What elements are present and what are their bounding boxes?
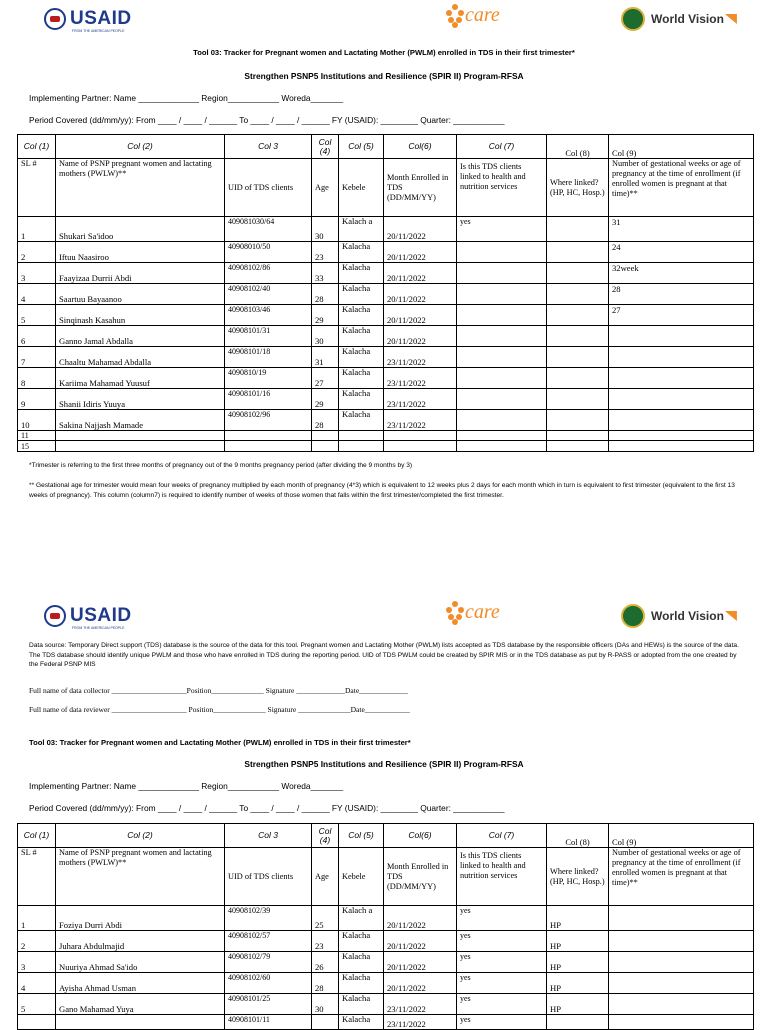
cell-name: Shanii Idiris Yuuya: [56, 389, 225, 410]
cell-date: 23/11/2022: [384, 1015, 457, 1030]
cell-kebele: Kalacha: [339, 389, 384, 410]
cell-where: [547, 389, 609, 410]
cell-date: 20/11/2022: [384, 326, 457, 347]
cell-where: HP: [547, 906, 609, 931]
cell-linked: [457, 284, 547, 305]
footnote-trimester: *Trimester is referring to the first three months of pregnancy out of the 9 months pregnancy period (after dividing the 9 months by 3): [29, 462, 413, 469]
table-row: [18, 389, 754, 410]
cell-kebele: Kalacha: [339, 1015, 384, 1030]
cell-kebele: Kalacha: [339, 242, 384, 263]
table-row: [18, 305, 754, 326]
cell-uid: 40908101/25: [225, 994, 312, 1015]
cell-age: 33: [312, 263, 339, 284]
program-title: Strengthen PSNP5 Institutions and Resilience (SPIR II) Program-RFSA: [244, 71, 524, 81]
cell-where: HP: [547, 994, 609, 1015]
cell-kebele: Kalacha: [339, 994, 384, 1015]
world-vision-flag-icon: [725, 14, 737, 24]
cell-uid: [225, 441, 312, 452]
usaid-logo: USAID FROM THE AMERICAN PEOPLE: [44, 605, 132, 627]
cell-sl: 3: [18, 263, 56, 284]
cell-where: [547, 431, 609, 441]
cell-age: 23: [312, 931, 339, 952]
cell-sl: 3: [18, 952, 56, 973]
cell-kebele: [339, 431, 384, 441]
logo-bar-bottom: [0, 597, 768, 637]
table-row: [18, 441, 754, 452]
table-row: [18, 242, 754, 263]
cell-kebele: Kalacha: [339, 347, 384, 368]
logo-bar-top: [0, 0, 768, 40]
cell-sl: 7: [18, 347, 56, 368]
cell-name: [56, 1015, 225, 1030]
cell-where: [547, 326, 609, 347]
cell-weeks: [609, 347, 754, 368]
cell-age: 29: [312, 305, 339, 326]
cell-sl: 8: [18, 368, 56, 389]
table-row: [18, 217, 754, 242]
cell-uid: 40908102/86: [225, 263, 312, 284]
cell-where: [547, 1015, 609, 1030]
cell-where: [547, 305, 609, 326]
cell-kebele: [339, 441, 384, 452]
cell-name: Nuuriya Ahmad Sa'ido: [56, 952, 225, 973]
cell-date: 20/11/2022: [384, 284, 457, 305]
cell-uid: 40908102/57: [225, 931, 312, 952]
cell-kebele: Kalacha: [339, 952, 384, 973]
data-collector-line: Full name of data collector ____________________Position______________ Signature _____________Date_____________: [29, 686, 408, 695]
cell-date: 23/11/2022: [384, 347, 457, 368]
table-row: [18, 952, 754, 973]
cell-age: 28: [312, 973, 339, 994]
cell-where: HP: [547, 952, 609, 973]
cell-where: HP: [547, 973, 609, 994]
cell-weeks: 32week: [609, 263, 754, 284]
tracker-table-1: [17, 134, 754, 452]
cell-date: [384, 431, 457, 441]
cell-sl: 4: [18, 973, 56, 994]
cell-date: 23/11/2022: [384, 368, 457, 389]
cell-date: 20/11/2022: [384, 931, 457, 952]
table-row: [18, 284, 754, 305]
cell-age: 30: [312, 326, 339, 347]
partner-line: Implementing Partner: Name _____________ Region___________ Woreda_______: [29, 781, 344, 791]
cell-linked: yes: [457, 1015, 547, 1030]
cell-kebele: Kalacha: [339, 305, 384, 326]
cell-linked: [457, 410, 547, 431]
cell-linked: yes: [457, 217, 547, 242]
cell-sl: 11: [18, 431, 56, 441]
table-row: [18, 410, 754, 431]
cell-age: 25: [312, 906, 339, 931]
cell-date: 20/11/2022: [384, 263, 457, 284]
cell-weeks: [609, 326, 754, 347]
cell-weeks: [609, 431, 754, 441]
cell-weeks: [609, 994, 754, 1015]
care-logo: care: [446, 599, 500, 625]
cell-age: [312, 431, 339, 441]
cell-age: 29: [312, 389, 339, 410]
tool-title: Tool 03: Tracker for Pregnant women and Lactating Mother (PWLM) enrolled in TDS in their first trimester*: [193, 48, 575, 57]
cell-date: 23/11/2022: [384, 994, 457, 1015]
cell-age: 27: [312, 368, 339, 389]
world-vision-flag-icon: [725, 611, 737, 621]
table-row: [18, 906, 754, 931]
cell-weeks: [609, 931, 754, 952]
header-row: SL # Name of PSNP pregnant women and lactating mothers (PWLW)** UID of TDS clients Age Kebele Month Enrolled in TDS (DD/MM/YY) Is this TDS clients linked to health and nutrition services Where linked? (HP, HC, Hosp.) Number of gestational weeks or age of pregnancy at the time of enrollment (if enrolled women is pregnant at that time)**: [18, 848, 754, 906]
cell-kebele: Kalacha: [339, 263, 384, 284]
cell-linked: [457, 305, 547, 326]
cell-weeks: [609, 441, 754, 452]
cell-name: Juhara Abdulmajid: [56, 931, 225, 952]
table-row: [18, 326, 754, 347]
cell-date: [384, 441, 457, 452]
cell-weeks: [609, 952, 754, 973]
cell-age: 28: [312, 410, 339, 431]
cell-sl: 15: [18, 441, 56, 452]
data-source-note: Data source: Temporary Direct support (TDS) database is the source of the data for this tool. Pregnant women and Lactating Mother (PWLM) lists accepted as TDS database by the responsible officers (DAs and HEWs) is the source of the data. The TDS database should identify unique PWLM and those who have enrolled in TDS during the reporting period. UID of TDS PWLM could be created by SPIR MIS or in the TDS database as put by R-PASS or adopted from the one created by the Federal PSNP MIS: [29, 642, 739, 669]
cell-uid: 409081030/64: [225, 217, 312, 242]
cell-where: [547, 284, 609, 305]
cell-linked: [457, 389, 547, 410]
cell-weeks: [609, 389, 754, 410]
column-label-row: Col (1) Col (2) Col 3 Col (4) Col (5) Col(6) Col (7) Col (8) Col (9): [18, 824, 754, 848]
cell-uid: 40908102/79: [225, 952, 312, 973]
cell-weeks: 31: [609, 217, 754, 242]
cell-date: 20/11/2022: [384, 217, 457, 242]
cell-weeks: [609, 368, 754, 389]
data-reviewer-line: Full name of data reviewer ____________________ Position______________ Signature ______________Date____________: [29, 705, 410, 714]
table-row: [18, 931, 754, 952]
world-vision-logo: World Vision: [621, 604, 737, 628]
cell-weeks: 28: [609, 284, 754, 305]
cell-weeks: [609, 973, 754, 994]
table-row: [18, 368, 754, 389]
cell-sl: 6: [18, 326, 56, 347]
cell-linked: yes: [457, 931, 547, 952]
tool-title: Tool 03: Tracker for Pregnant women and Lactating Mother (PWLM) enrolled in TDS in their first trimester*: [29, 738, 411, 747]
cell-linked: yes: [457, 952, 547, 973]
cell-where: [547, 368, 609, 389]
cell-name: Sakina Najjash Mamade: [56, 410, 225, 431]
world-vision-logo: World Vision: [621, 7, 737, 31]
cell-linked: [457, 263, 547, 284]
cell-linked: yes: [457, 906, 547, 931]
tracker-table-2: [17, 823, 754, 1030]
cell-age: 23: [312, 242, 339, 263]
cell-name: Iftuu Naasiroo: [56, 242, 225, 263]
cell-age: 30: [312, 994, 339, 1015]
cell-date: 20/11/2022: [384, 305, 457, 326]
cell-sl: 10: [18, 410, 56, 431]
cell-weeks: 27: [609, 305, 754, 326]
cell-linked: yes: [457, 994, 547, 1015]
cell-weeks: 24: [609, 242, 754, 263]
cell-age: [312, 1015, 339, 1030]
program-title: Strengthen PSNP5 Institutions and Resilience (SPIR II) Program-RFSA: [244, 759, 524, 769]
cell-name: Saartuu Bayaanoo: [56, 284, 225, 305]
cell-linked: [457, 347, 547, 368]
cell-kebele: Kalacha: [339, 931, 384, 952]
cell-uid: 40908101/31: [225, 326, 312, 347]
cell-sl: 5: [18, 305, 56, 326]
cell-weeks: [609, 1015, 754, 1030]
cell-where: HP: [547, 931, 609, 952]
cell-name: Shukari Sa'idoo: [56, 217, 225, 242]
cell-where: [547, 441, 609, 452]
cell-linked: [457, 431, 547, 441]
cell-sl: 4: [18, 284, 56, 305]
period-line: Period Covered (dd/mm/yy): From ____ / ____ / ______ To ____ / ____ / ______ FY (USAID): ________ Quarter: ___________: [29, 803, 505, 813]
cell-date: 23/11/2022: [384, 410, 457, 431]
period-line: Period Covered (dd/mm/yy): From ____ / ____ / ______ To ____ / ____ / ______ FY (USAID): ________ Quarter: ___________: [29, 115, 505, 125]
cell-sl: [18, 1015, 56, 1030]
cell-sl: 2: [18, 931, 56, 952]
cell-uid: 4090810/19: [225, 368, 312, 389]
cell-age: 26: [312, 952, 339, 973]
cell-linked: [457, 441, 547, 452]
cell-date: 23/11/2022: [384, 389, 457, 410]
cell-name: Ayisha Ahmad Usman: [56, 973, 225, 994]
cell-where: [547, 263, 609, 284]
table-row: [18, 1015, 754, 1030]
cell-weeks: [609, 410, 754, 431]
cell-kebele: Kalach a: [339, 906, 384, 931]
cell-where: [547, 242, 609, 263]
cell-name: Kariima Mahamad Yuusuf: [56, 368, 225, 389]
cell-age: [312, 441, 339, 452]
cell-name: [56, 441, 225, 452]
partner-line: Implementing Partner: Name _____________ Region___________ Woreda_______: [29, 93, 344, 103]
cell-sl: 1: [18, 906, 56, 931]
cell-age: 31: [312, 347, 339, 368]
cell-name: Sinqinash Kasahun: [56, 305, 225, 326]
cell-kebele: Kalacha: [339, 284, 384, 305]
cell-uid: 40908101/11: [225, 1015, 312, 1030]
care-burst-icon: [446, 2, 464, 28]
usaid-logo: USAID FROM THE AMERICAN PEOPLE: [44, 8, 132, 30]
cell-uid: 40908101/18: [225, 347, 312, 368]
cell-weeks: [609, 906, 754, 931]
cell-uid: 40908102/40: [225, 284, 312, 305]
cell-kebele: Kalacha: [339, 973, 384, 994]
cell-linked: [457, 326, 547, 347]
usaid-seal-icon: [44, 8, 66, 30]
table-row: [18, 994, 754, 1015]
table-row: [18, 347, 754, 368]
cell-sl: 1: [18, 217, 56, 242]
cell-where: [547, 217, 609, 242]
world-vision-globe-icon: [621, 7, 645, 31]
cell-name: Gano Mahamad Yuya: [56, 994, 225, 1015]
cell-uid: 40908010/50: [225, 242, 312, 263]
cell-where: [547, 347, 609, 368]
cell-linked: [457, 368, 547, 389]
cell-name: Chaaltu Mahamad Abdalla: [56, 347, 225, 368]
cell-uid: 40908102/60: [225, 973, 312, 994]
care-logo: care: [446, 2, 500, 28]
footnote-gestational-age: ** Gestational age for trimester would mean four weeks of pregnancy multiplied by each month of pregnancy (4*3) which is equivalent to 12 weeks plus 2 days for each month which in turn is equivalent to first trimester (equivalent to the first 13 weeks of pregnancy). This column (column7) is required to identify number of weeks of those women that falls within the first trimester/completed the first trimester.: [29, 482, 735, 499]
cell-date: 20/11/2022: [384, 952, 457, 973]
world-vision-globe-icon: [621, 604, 645, 628]
cell-linked: [457, 242, 547, 263]
cell-name: Faayizaa Durrii Abdi: [56, 263, 225, 284]
cell-kebele: Kalacha: [339, 368, 384, 389]
cell-name: Foziya Durri Abdi: [56, 906, 225, 931]
header-row: SL # Name of PSNP pregnant women and lactating mothers (PWLW)** UID of TDS clients Age Kebele Month Enrolled in TDS (DD/MM/YY) Is this TDS clients linked to health and nutrition services Where linked? (HP, HC, Hosp.) Number of gestational weeks or age of pregnancy at the time of enrollment (if enrolled women is pregnant at that time)**: [18, 159, 754, 217]
cell-date: 20/11/2022: [384, 906, 457, 931]
cell-sl: 9: [18, 389, 56, 410]
cell-name: [56, 431, 225, 441]
cell-date: 20/11/2022: [384, 973, 457, 994]
column-label-row: Col (1) Col (2) Col 3 Col (4) Col (5) Col(6) Col (7) Col (8) Col (9): [18, 135, 754, 159]
cell-age: 28: [312, 284, 339, 305]
cell-name: Ganno Jamal Abdalla: [56, 326, 225, 347]
cell-uid: 40908103/46: [225, 305, 312, 326]
cell-kebele: Kalacha: [339, 326, 384, 347]
table-row: [18, 431, 754, 441]
cell-sl: 2: [18, 242, 56, 263]
cell-uid: 40908102/96: [225, 410, 312, 431]
care-burst-icon: [446, 599, 464, 625]
cell-age: 30: [312, 217, 339, 242]
cell-kebele: Kalach a: [339, 217, 384, 242]
table-row: [18, 973, 754, 994]
cell-uid: [225, 431, 312, 441]
cell-uid: 40908101/16: [225, 389, 312, 410]
usaid-seal-icon: [44, 605, 66, 627]
cell-where: [547, 410, 609, 431]
cell-uid: 40908102/39: [225, 906, 312, 931]
table-row: [18, 263, 754, 284]
cell-sl: 5: [18, 994, 56, 1015]
cell-date: 20/11/2022: [384, 242, 457, 263]
cell-kebele: Kalacha: [339, 410, 384, 431]
cell-linked: yes: [457, 973, 547, 994]
